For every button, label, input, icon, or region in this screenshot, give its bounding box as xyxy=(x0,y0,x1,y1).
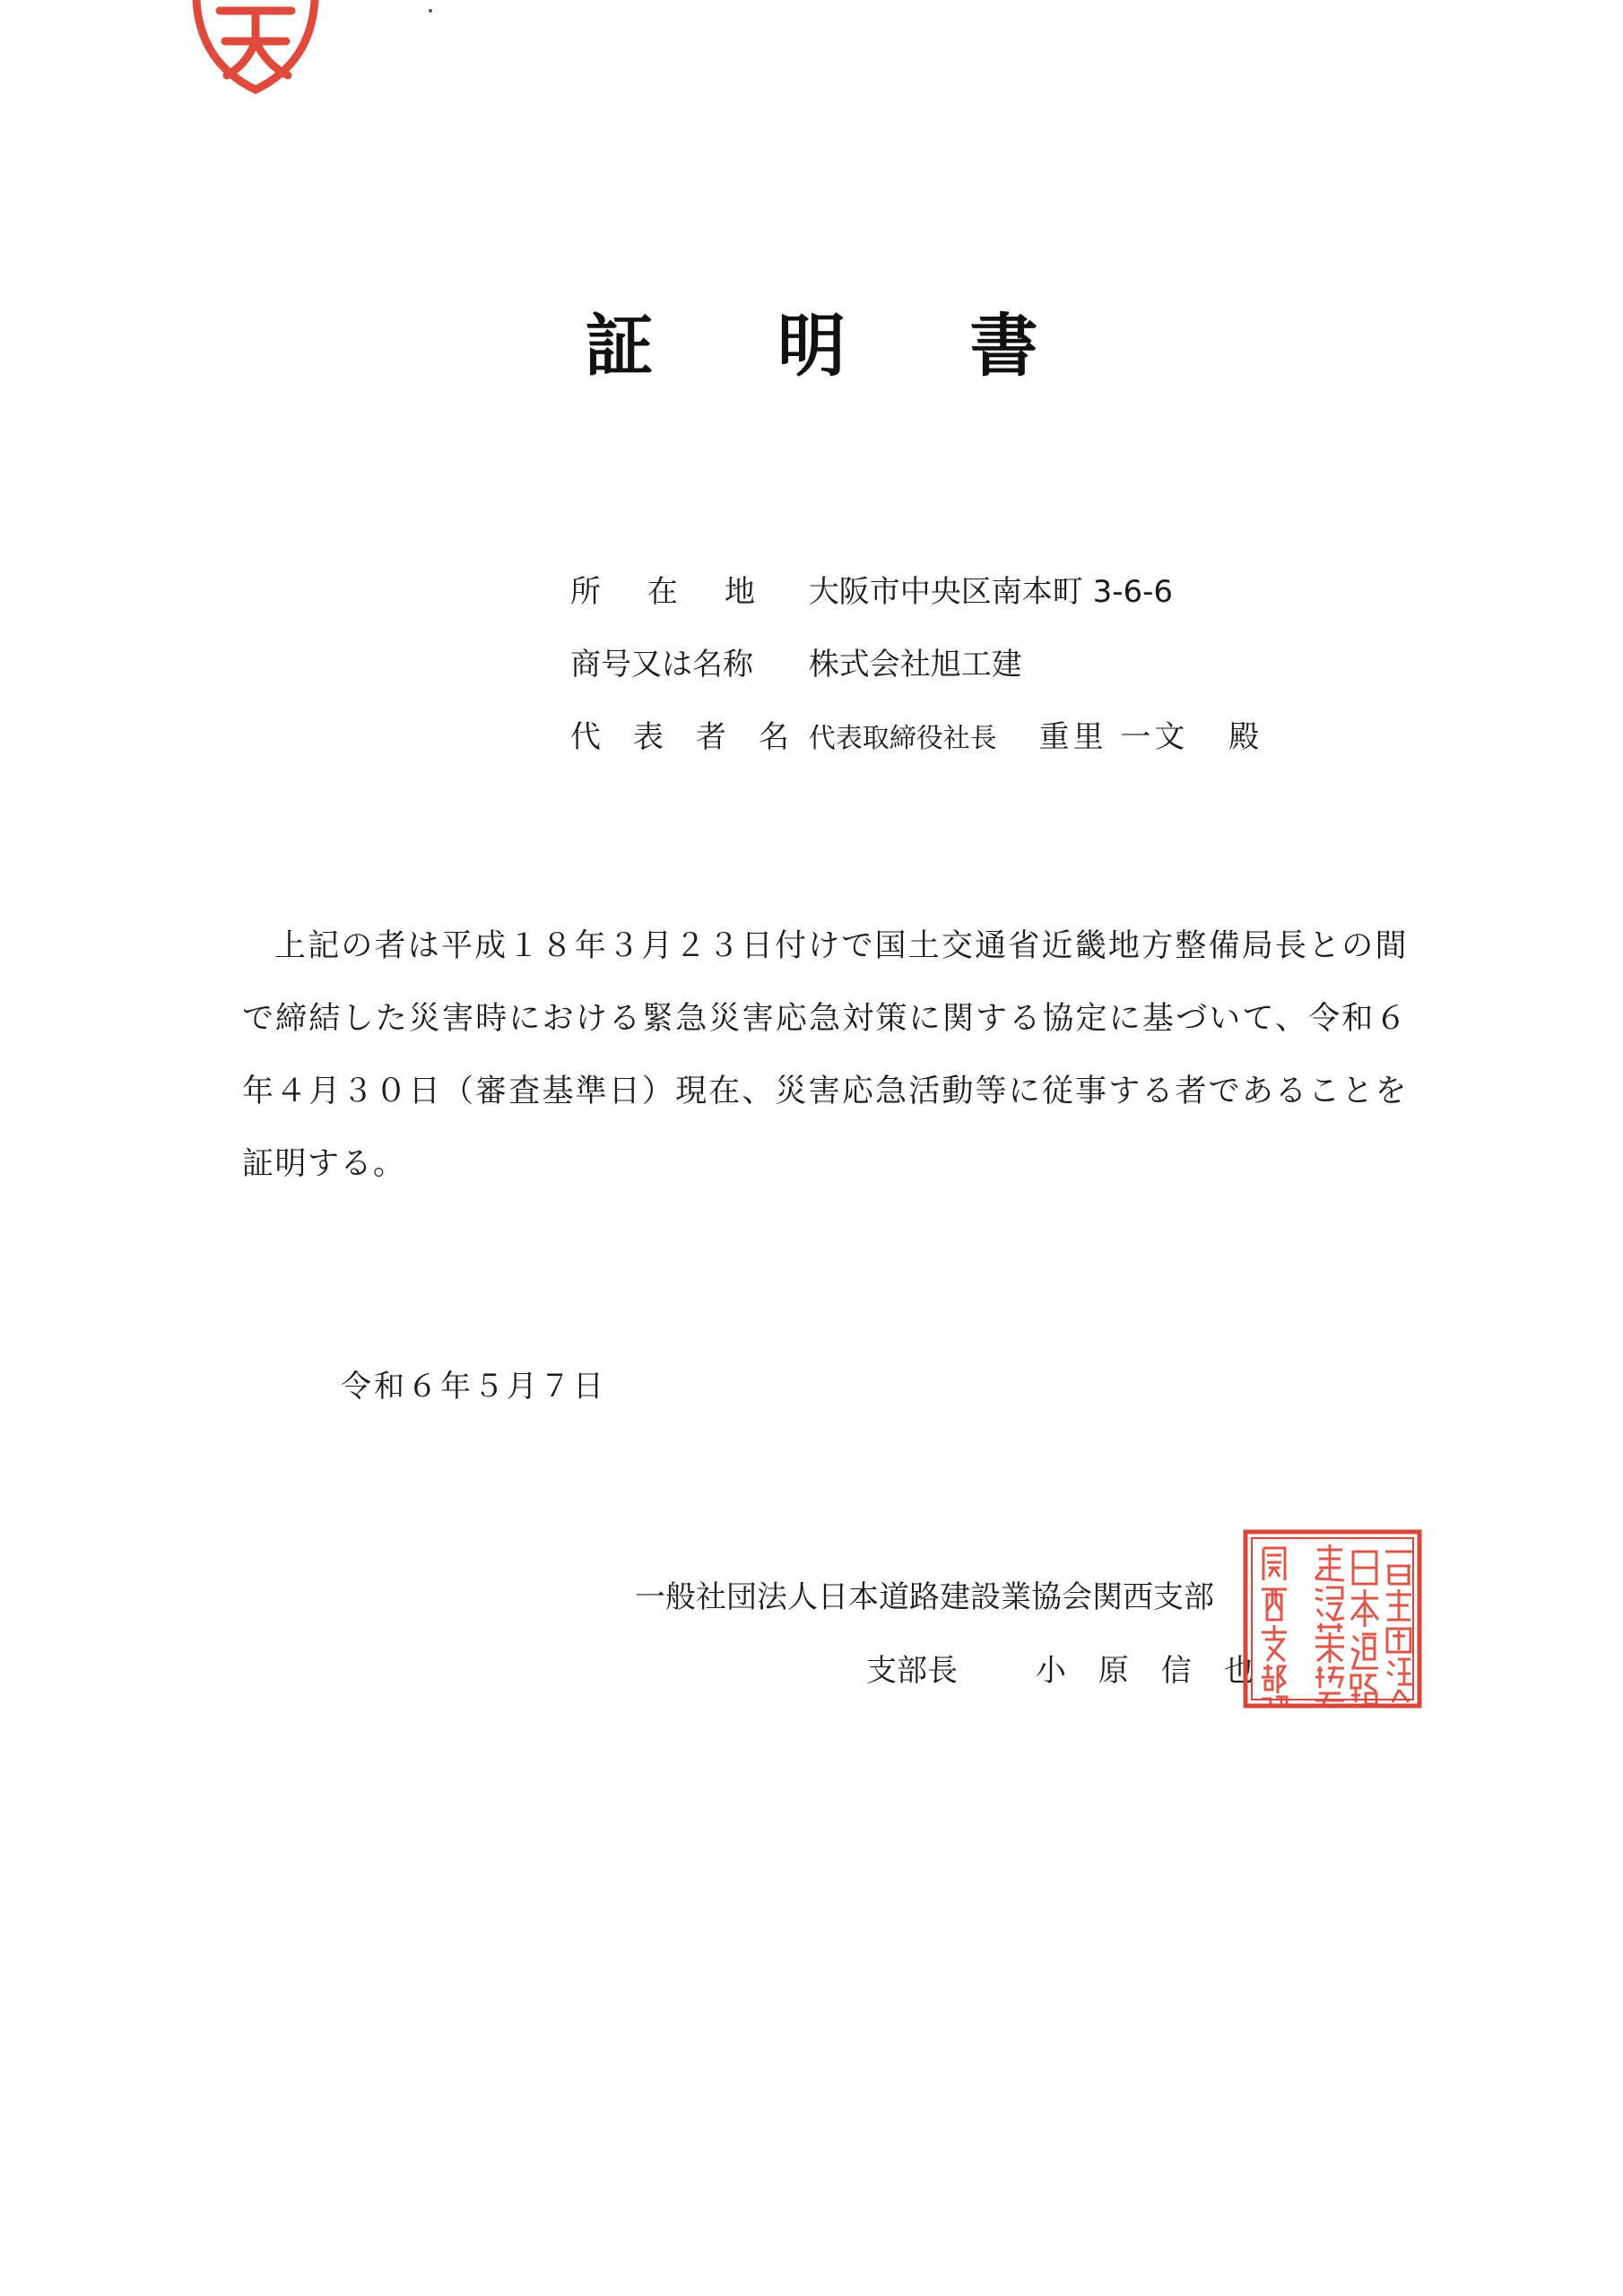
title-char: 書 xyxy=(969,306,1038,386)
issuer-organization: 一般社団法人日本道路建設業協会関西支部 xyxy=(635,1579,1214,1615)
certification-body xyxy=(242,910,1408,1201)
issuer-name: 小原信也 xyxy=(1035,1653,1287,1689)
address-row xyxy=(570,567,1173,611)
document-title xyxy=(0,291,1623,389)
title-char: 明 xyxy=(777,306,846,386)
issuer-person xyxy=(866,1646,1287,1690)
representative-label: 代表者名 xyxy=(570,719,821,755)
scan-speck xyxy=(429,9,432,13)
representative-title: 代表取締役社長 xyxy=(808,723,997,754)
company-name-value: 株式会社旭工建 xyxy=(808,647,1022,683)
official-seal-icon xyxy=(1240,1526,1425,1711)
issue-date: 令和６年５月７日 xyxy=(341,1369,606,1405)
title-char: 証 xyxy=(585,306,654,386)
representative-row xyxy=(570,712,1259,756)
address-label: 所在地 xyxy=(570,574,802,610)
representative-name: 重里 一文 xyxy=(1038,719,1189,755)
representative-honorific: 殿 xyxy=(1228,719,1260,755)
issuer-position: 支部長 xyxy=(866,1653,958,1689)
company-name-label: 商号又は名称 xyxy=(570,647,753,683)
certification-paragraph: 上記の者は平成１８年３月２３日付けで国土交通省近畿地方整備局長との間で締結した災害時における緊急災害応急対策に関する協定に基づいて、令和６年４月３０日（審査基準日）現在、災害応急活動等に従事する者であることを証明する。 xyxy=(242,928,1408,1182)
red-stamp-icon xyxy=(184,0,327,99)
address-value: 大阪市中央区南本町 3-6-6 xyxy=(808,574,1174,610)
company-name-row xyxy=(570,639,1022,683)
